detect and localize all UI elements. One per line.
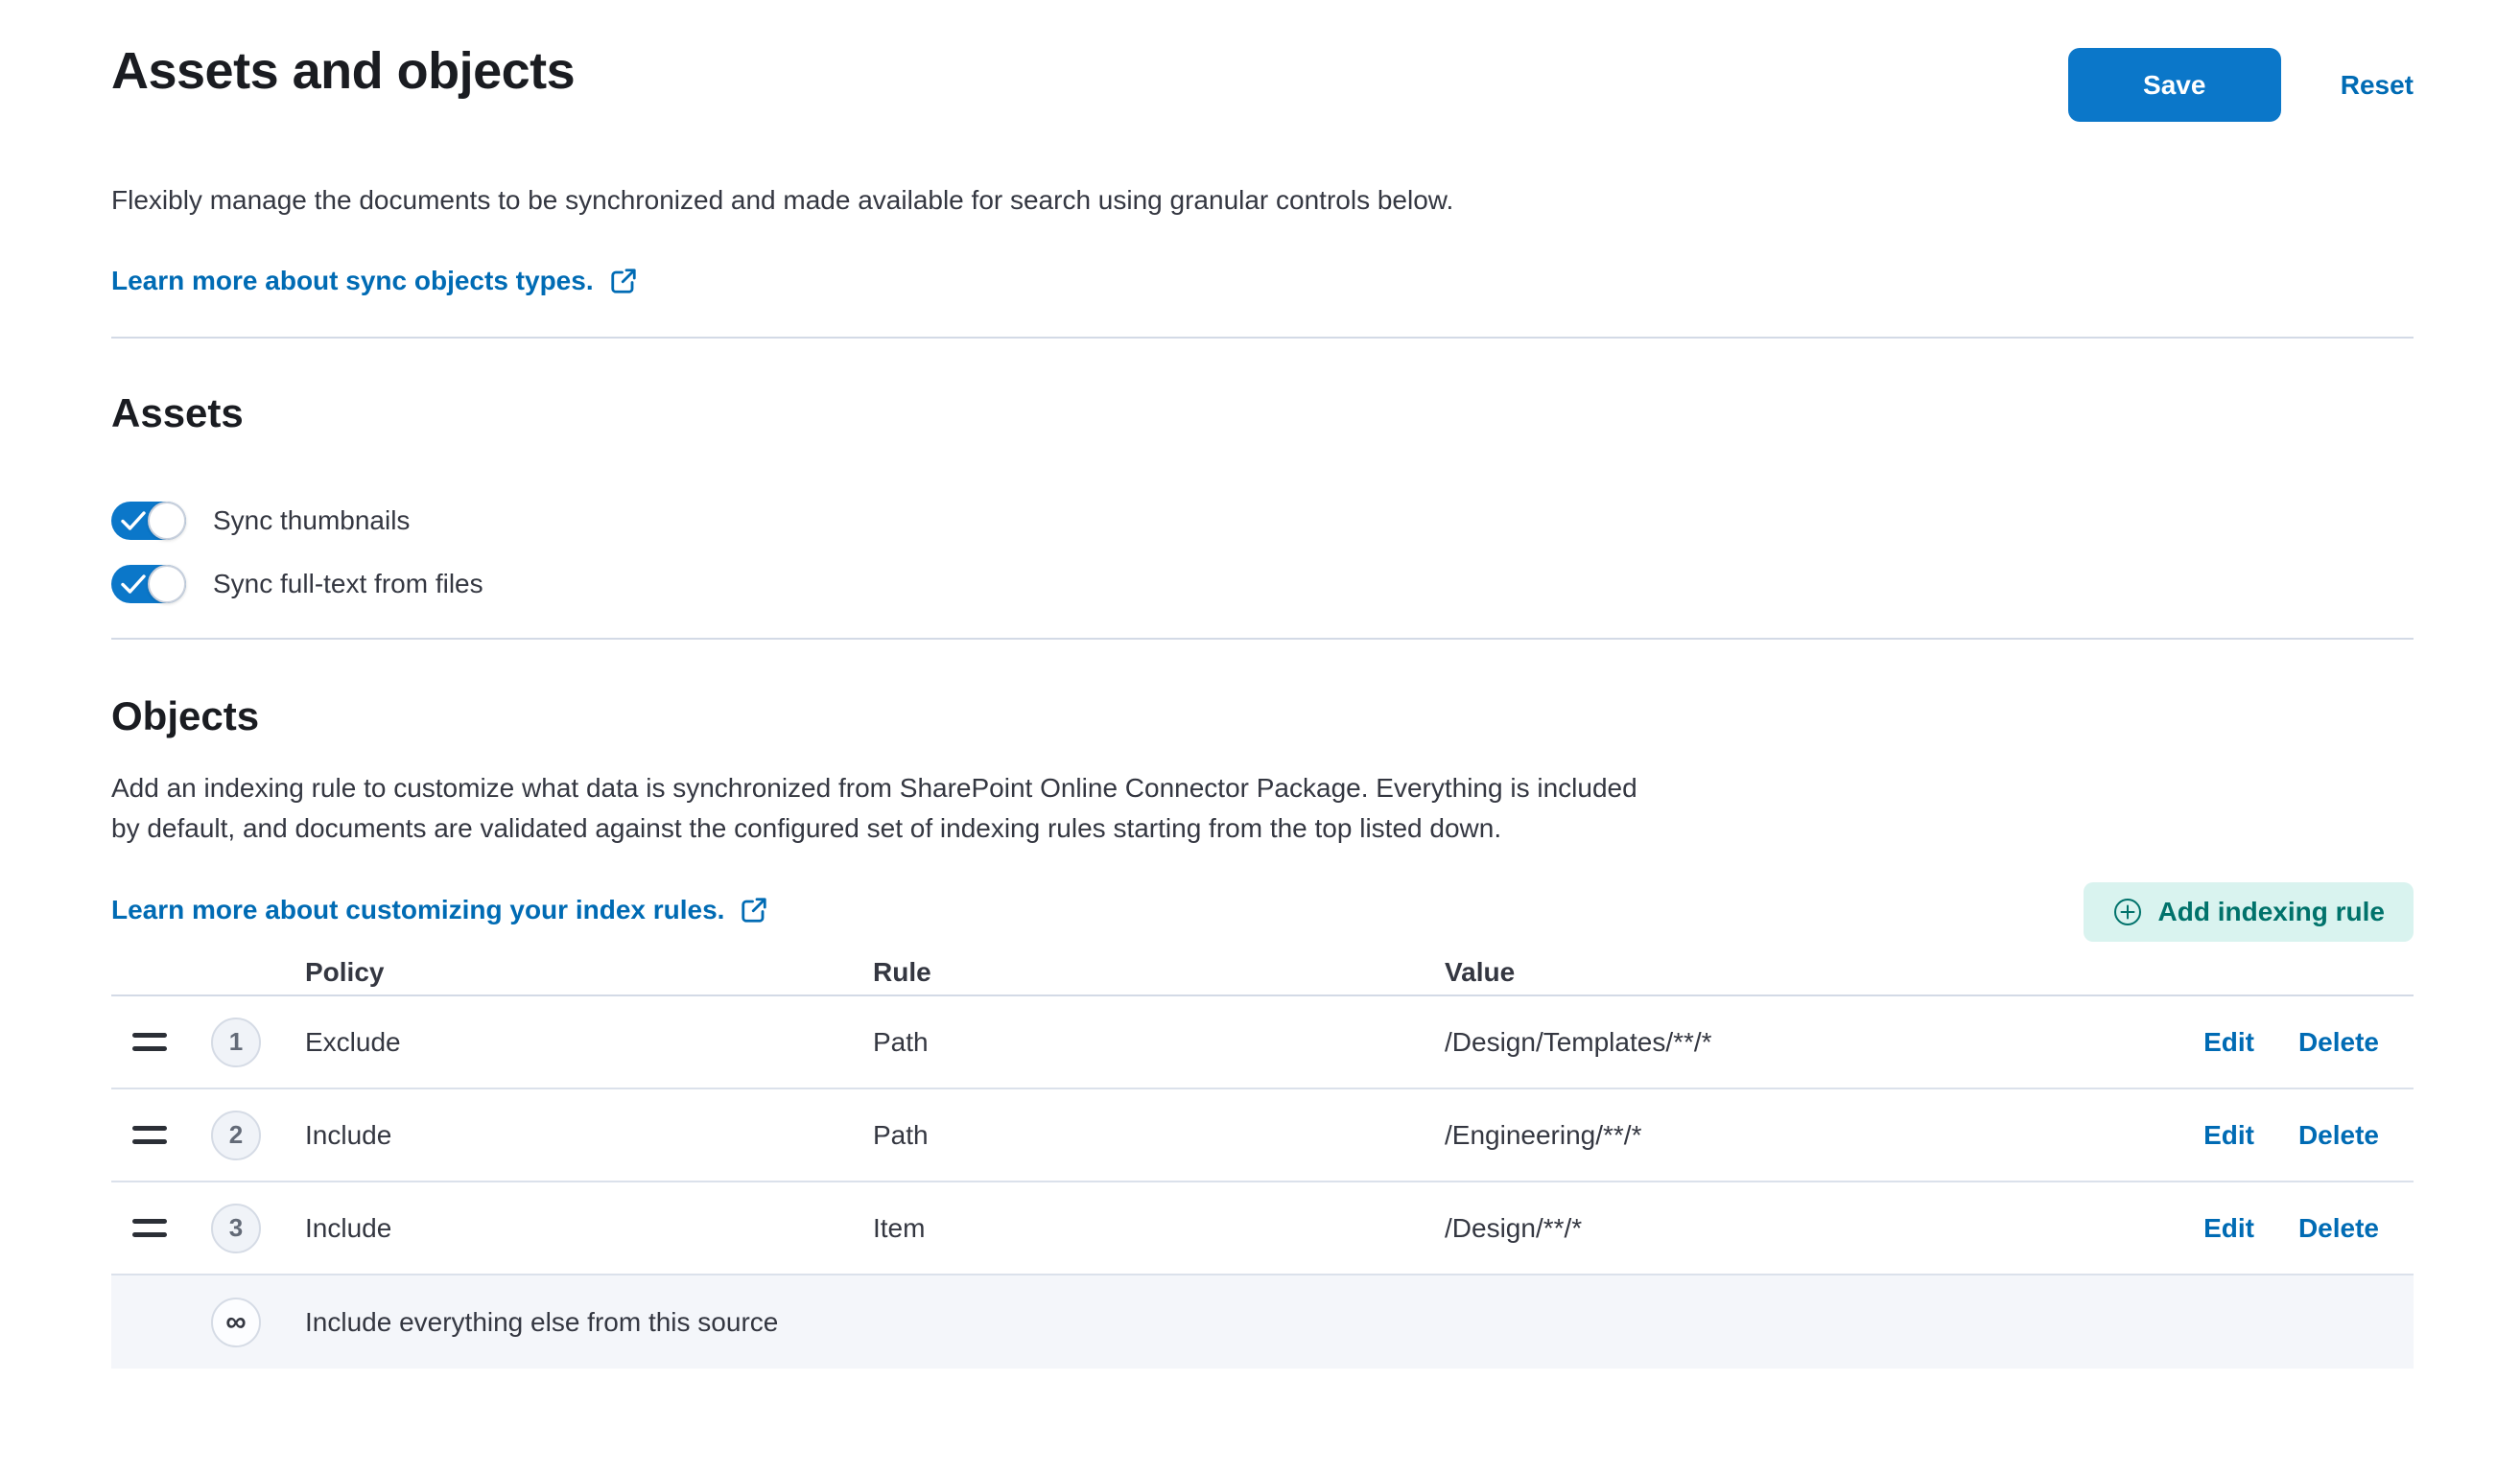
page-title: Assets and objects	[111, 42, 576, 100]
rule-value: /Design/Templates/**/*	[1445, 1026, 1712, 1057]
column-header-value: Value	[1445, 957, 1516, 987]
sync-fulltext-toggle-row	[111, 565, 2414, 603]
check-icon	[121, 509, 146, 532]
column-header-rule: Rule	[873, 957, 931, 987]
page-description: Flexibly manage the documents to be synchronized and made available for search using granular controls below.	[111, 185, 1454, 215]
rule-type: Path	[873, 1026, 929, 1057]
assets-heading: Assets	[111, 390, 244, 435]
switch-knob	[148, 502, 186, 540]
indexing-rules-table	[111, 950, 2414, 1369]
delete-rule-link[interactable]: Delete	[2297, 1212, 2379, 1243]
section-divider	[111, 638, 2414, 640]
check-icon	[121, 573, 146, 596]
objects-section	[111, 691, 2414, 1369]
plus-in-circle-icon	[2112, 897, 2143, 927]
edit-rule-link[interactable]: Edit	[2203, 1026, 2254, 1057]
rule-policy: Include	[305, 1119, 392, 1150]
include-everything-row	[111, 1275, 2414, 1369]
add-indexing-rule-label: Add indexing rule	[2157, 897, 2385, 926]
external-link-icon	[740, 896, 768, 924]
objects-description: Add an indexing rule to customize what data is synchronized from SharePoint Online Connector Package. Everything is included by default, and documents are validated against the configured set of indexing rules starting from the top listed down.	[111, 773, 1637, 843]
infinity-icon: ∞	[211, 1298, 261, 1347]
page-header	[111, 40, 2414, 122]
learn-more-link-label: Learn more about customizing your index rules.	[111, 895, 725, 924]
rule-order-badge: 1	[211, 1018, 261, 1067]
reset-button[interactable]: Reset	[2340, 69, 2414, 100]
rule-value: /Engineering/**/*	[1445, 1119, 1642, 1150]
table-row	[111, 996, 2414, 1089]
edit-rule-link[interactable]: Edit	[2203, 1119, 2254, 1150]
drag-handle-icon[interactable]	[129, 1211, 171, 1245]
sync-thumbnails-toggle-row	[111, 502, 2414, 540]
table-header-row	[111, 950, 2414, 996]
edit-rule-link[interactable]: Edit	[2203, 1212, 2254, 1243]
drag-handle-icon[interactable]	[129, 1025, 171, 1059]
rule-type: Item	[873, 1212, 926, 1243]
rule-policy: Exclude	[305, 1026, 401, 1057]
external-link-icon	[609, 267, 638, 295]
table-row	[111, 1182, 2414, 1275]
save-button[interactable]: Save	[2068, 48, 2281, 122]
column-header-policy: Policy	[305, 957, 385, 987]
section-divider	[111, 337, 2414, 339]
sync-thumbnails-label[interactable]: Sync thumbnails	[213, 505, 411, 535]
rule-value: /Design/**/*	[1445, 1212, 1583, 1243]
learn-more-link-label: Learn more about sync objects types.	[111, 266, 594, 295]
include-everything-label: Include everything else from this source	[305, 1306, 779, 1337]
drag-handle-icon[interactable]	[129, 1118, 171, 1152]
add-indexing-rule-button[interactable]	[2084, 882, 2414, 942]
sync-fulltext-label[interactable]: Sync full-text from files	[213, 569, 483, 598]
sync-fulltext-switch[interactable]	[111, 565, 186, 603]
header-actions	[2068, 40, 2414, 122]
objects-heading: Objects	[111, 693, 260, 738]
rule-order-badge: 2	[211, 1111, 261, 1160]
delete-rule-link[interactable]: Delete	[2297, 1119, 2379, 1150]
rule-order-badge: 3	[211, 1204, 261, 1253]
sync-thumbnails-switch[interactable]	[111, 502, 186, 540]
table-row	[111, 1089, 2414, 1182]
index-rules-learn-more-link[interactable]	[111, 895, 768, 925]
assets-toggles	[111, 502, 2414, 603]
rule-policy: Include	[305, 1212, 392, 1243]
rule-type: Path	[873, 1119, 929, 1150]
sync-objects-learn-more-link[interactable]	[111, 266, 638, 296]
delete-rule-link[interactable]: Delete	[2297, 1026, 2379, 1057]
switch-knob	[148, 565, 186, 603]
